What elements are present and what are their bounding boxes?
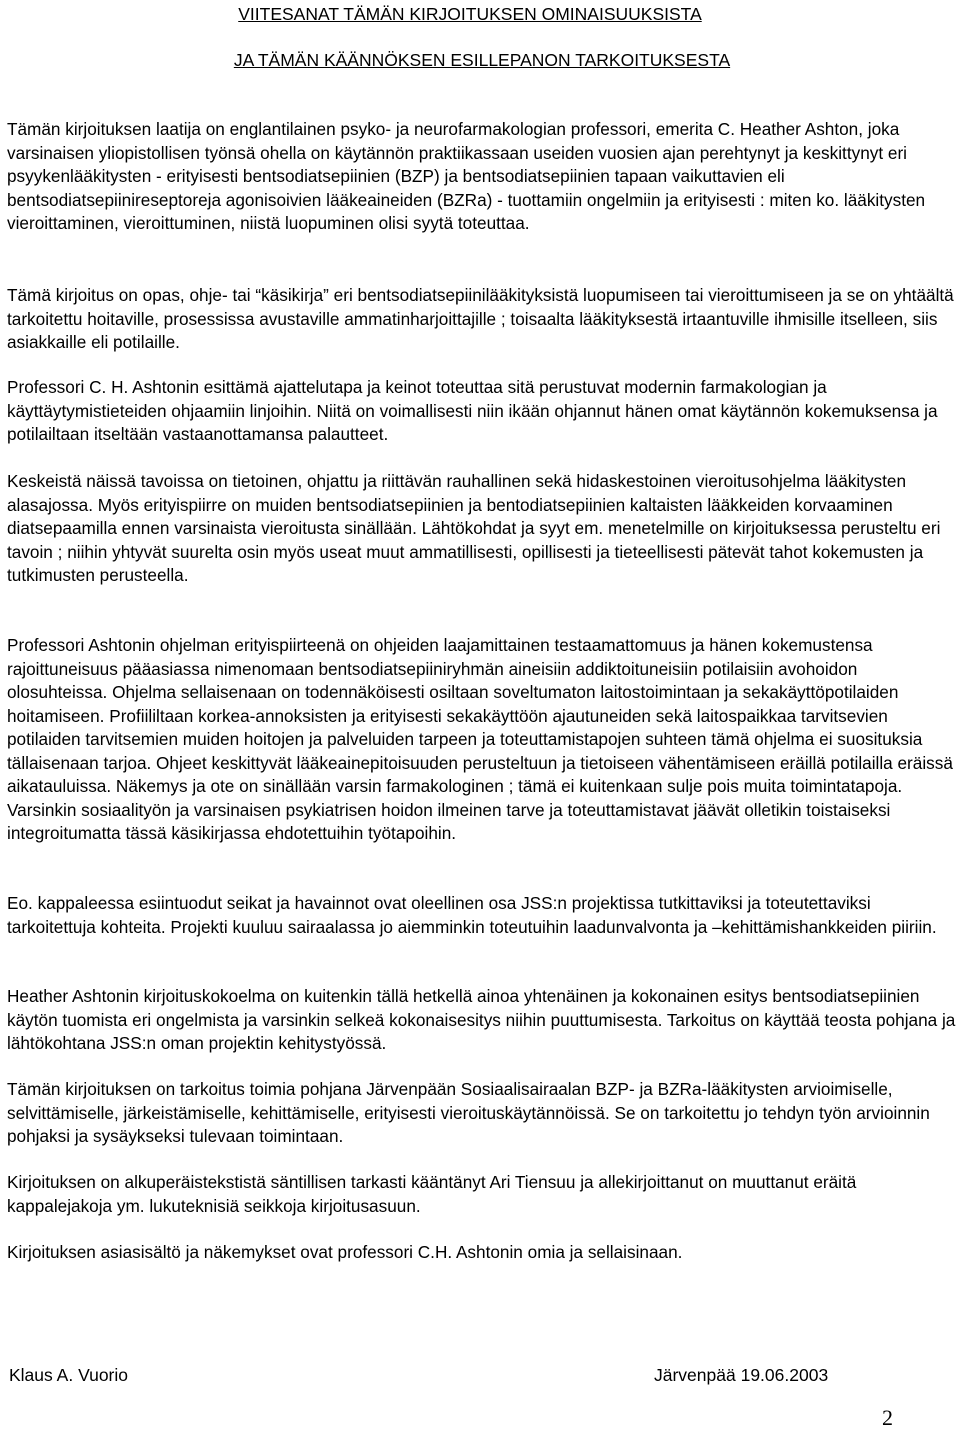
paragraph-8: Tämän kirjoituksen on tarkoitus toimia pohjana Järvenpään Sosiaalisairaalan BZP- ja BZRa-lääkitysten arvioimiselle, selvittämiselle, järkeistämiselle, kehittämiselle, erityisesti vieroituskäytännöissä. Se on tarkoitettu jo tehdyn työn arvioinnin pohjaksi ja sysäykseksi tulevaan toimintaan. — [7, 1079, 930, 1146]
paragraph-2: Tämä kirjoitus on opas, ohje- tai “käsikirja” eri bentsodiatsepiinilääkityksistä luopumiseen tai vieroittumiseen ja se on yhtäältä tarkoitettu hoitaville, prosessissa avustaville ammatinharjoittajille ; toisaalta lääkityksestä irtaantuville ihmisille itselleen, siis asiakkaille eli potilaille. — [7, 285, 954, 352]
page-number: 2 — [882, 1405, 893, 1430]
document-title-line-1: VIITESANAT TÄMÄN KIRJOITUKSEN OMINAISUUKSISTA — [238, 4, 702, 24]
signature-name: Klaus A. Vuorio — [9, 1365, 129, 1385]
paragraph-9: Kirjoituksen on alkuperäistekstistä säntillisen tarkasti kääntänyt Ari Tiensuu ja allekirjoittanut on muuttanut eräitä kappalejakoja ym. lukuteknisiä seikkoja kirjoitusasuun. — [7, 1172, 857, 1216]
paragraph-3: Professori C. H. Ashtonin esittämä ajattelutapa ja keinot toteuttaa sitä perustuvat modernin farmakologian ja käyttäytymistieteiden ohjaamiin linjoihin. Niitä on voimallisesti niin ikään ohjannut hänen omat käytännön kokemuksensa ja potilailtaan itseltään vastaanottamansa palautteet. — [7, 377, 938, 444]
paragraph-1: Tämän kirjoituksen laatija on englantilainen psyko- ja neurofarmakologian professori, emerita C. Heather Ashton, joka varsinaisen yliopistollisen työnsä ohella on käytännön praktiikassaan useiden vuosien ajan perehtynyt ja keskittynyt eri psyykenlääkitysten - erityisesti bentsodiatsepiinien (BZP) ja bentsodiatsepiinien tapaan vaikuttavien eli bentsodiatsepiinireseptoreja agonisoivien lääkeaineiden (BZRa) - tuottamiin ongelmiin ja erityisesti : miten ko. lääkitysten vieroittaminen, vieroittuminen, niistä luopuminen olisi syytä toteuttaa. — [7, 119, 926, 233]
paragraph-4: Keskeistä näissä tavoissa on tietoinen, ohjattu ja riittävän rauhallinen sekä hidaskestoinen vieroitusohjelma lääkitysten alasajossa. Myös erityispiirre on muiden bentsodiatsepiinien ja bentodiatsepiinien kaltaisten lääkkeiden korvaaminen diatsepaamilla ennen varsinaista vieroitusta sinällään. Lähtökohdat ja syyt em. menetelmille on kirjoituksessa perusteltu eri tavoin ; niihin yhtyvät suurelta osin myös useat muut ammatillisesti, opillisesti ja tieteellisesti pätevät tahot kokemusten ja tutkimusten perusteella. — [7, 471, 941, 585]
paragraph-10: Kirjoituksen asiasisältö ja näkemykset ovat professori C.H. Ashtonin omia ja sellaisinaan. — [7, 1242, 683, 1262]
paragraph-5: Professori Ashtonin ohjelman erityispiirteenä on ohjeiden laajamittainen testaamattomuus ja hänen kokemustensa rajoittuneisuus pääasiassa nimenomaan bentsodiatsepiiniryhmän aineisiin addiktoituneisiin potilaisiin avohoidon olosuhteissa. Ohjelma sellaisenaan on todennäköisesti osiltaan soveltumaton laitostoimintaan ja sekakäyttöpotilaiden hoitamiseen. Profiililtaan korkea-annoksisten ja erityisesti sekakäyttöön ajautuneiden sekä laitospaikkaa tarvitsevien potilaiden tarvitsemien muiden hoitojen ja palveluiden tarpeen ja toteuttamistapojen suhteen tämä ohjelma ei suosituksia tällaisenaan tarjoa. Ohjeet keskittyvät lääkeainepitoisuuden perusteltuun ja tietoiseen vähentämiseen eräillä potilailla eräissä aikatauluissa. Näkemys ja ote on sinällään varsin farmakologinen ; tämä ei kuitenkaan sulje pois muita toimintatapoja. Varsinkin sosiaalityön ja varsinaisen psykiatrisen hoidon ilmeinen tarve ja toteuttamistavat jäävät olletikin toistaiseksi integroitumatta tässä käsikirjassa ehdotettuihin työtapoihin. — [7, 635, 953, 843]
paragraph-6: Eo. kappaleessa esiintuodut seikat ja havainnot ovat oleellinen osa JSS:n projektissa tutkittaviksi ja toteutettaviksi tarkoitettuja kohteita. Projekti kuuluu sairaalassa jo aiemminkin toteutuihin laadunvalvonta ja –kehittämishankkeiden piiriin. — [7, 893, 937, 937]
paragraph-7: Heather Ashtonin kirjoituskokoelma on kuitenkin tällä hetkellä ainoa yhtenäinen ja kokonainen esitys bentsodiatsepiinien käytön tuomista eri ongelmista ja varsinkin selkeä kokonaisesitys niihin puuttumisesta. Tarkoitus on käyttää teosta pohjana ja lähtökohtana JSS:n oman projektin kehitystyössä. — [7, 986, 956, 1053]
document-title-line-2: JA TÄMÄN KÄÄNNÖKSEN ESILLEPANON TARKOITUKSESTA — [233, 50, 731, 70]
place-and-date: Järvenpää 19.06.2003 — [654, 1365, 829, 1385]
